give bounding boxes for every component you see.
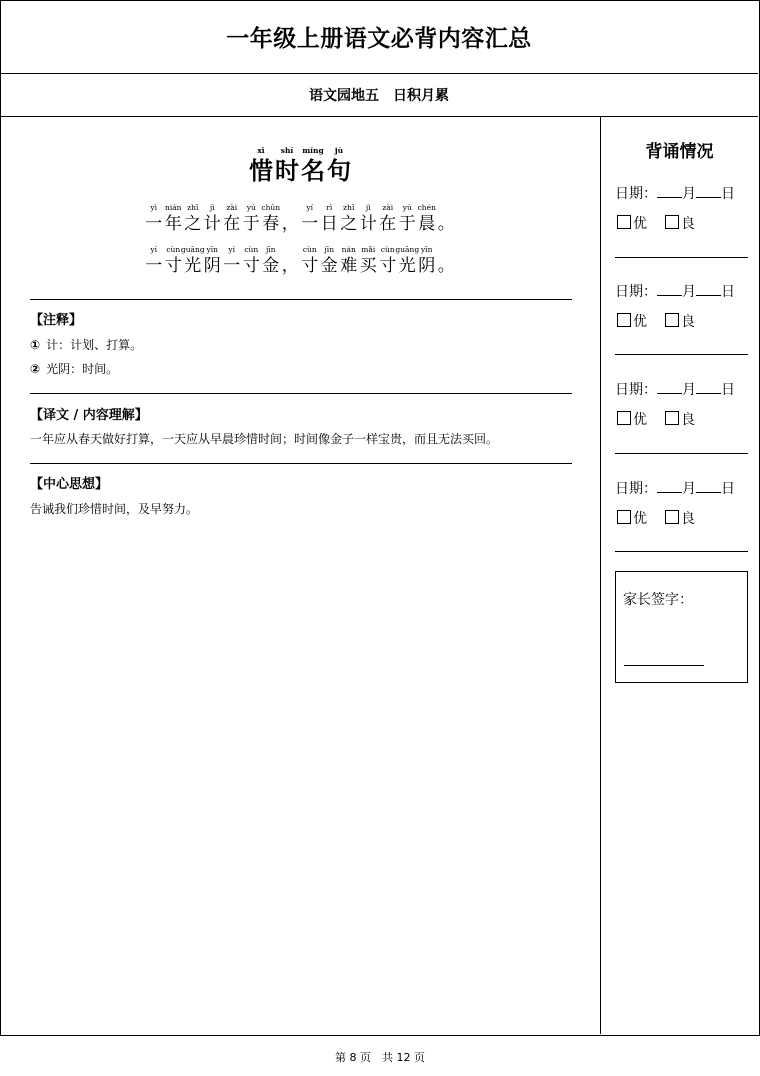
pinyin-char [281, 202, 301, 235]
divider [30, 463, 572, 464]
hanzi: 时 [275, 156, 299, 185]
month-label: 月 [682, 382, 696, 398]
page-title: 一年级上册语文必背内容汇总 [226, 26, 532, 52]
pinyin: míng [302, 146, 324, 155]
pinyin: yí [306, 203, 314, 212]
title-row [0, 0, 758, 74]
note-item-1 [30, 336, 142, 353]
pinyin: zài [226, 203, 238, 212]
pinyin: zhī [343, 203, 355, 212]
pinyin-char [274, 145, 300, 186]
pinyin: yì [150, 203, 158, 212]
pinyin: rì [326, 203, 333, 212]
date-label: 日期： [615, 481, 657, 497]
pinyin: yú [402, 203, 412, 212]
pinyin: guāng [180, 245, 205, 254]
grade-options [617, 409, 695, 429]
hanzi: 。 [437, 214, 455, 234]
pinyin-char [378, 202, 398, 235]
page-footer: 第 8 页 共 12 页 [335, 1051, 425, 1064]
divider [615, 453, 748, 454]
pinyin: yí [228, 245, 236, 254]
hanzi: 一 [145, 214, 163, 234]
hanzi: 在 [379, 214, 397, 234]
grade-options [617, 311, 695, 331]
pinyin-char [261, 202, 281, 235]
month-label: 月 [682, 284, 696, 300]
pinyin-char [437, 244, 457, 277]
sign-label: 家长签字： [623, 592, 693, 608]
month-blank[interactable] [657, 379, 682, 394]
pinyin: mǎi [361, 245, 376, 254]
pinyin: yīn [421, 245, 433, 254]
hanzi: 寸 [379, 256, 397, 276]
pinyin-char [359, 244, 379, 277]
pinyin-char [222, 244, 242, 277]
pinyin: nán [341, 245, 356, 254]
hanzi: 阴 [418, 256, 436, 276]
ok-checkbox[interactable] [665, 215, 679, 229]
pinyin: jīn [265, 245, 276, 254]
poem-line-1 [0, 202, 600, 235]
divider [615, 551, 748, 552]
theme-heading: 【中心思想】 [30, 477, 109, 492]
good-checkbox[interactable] [617, 215, 631, 229]
hanzi: 春 [262, 214, 280, 234]
hanzi: 在 [223, 214, 241, 234]
pinyin-char [261, 244, 281, 277]
hanzi: ， [281, 214, 299, 234]
signature-line[interactable] [624, 665, 704, 666]
month-blank[interactable] [657, 183, 682, 198]
hanzi: 晨 [418, 214, 436, 234]
ok-checkbox[interactable] [665, 510, 679, 524]
hanzi: 买 [359, 256, 377, 276]
hanzi: 名 [301, 156, 325, 185]
good-checkbox[interactable] [617, 411, 631, 425]
main-content [0, 117, 601, 1034]
grade-options [617, 508, 695, 528]
note-item-2 [30, 360, 118, 377]
notes-heading: 【注释】 [30, 313, 83, 328]
pinyin-char [300, 145, 326, 186]
pinyin-char [398, 202, 418, 235]
hanzi: 惜 [249, 156, 273, 185]
pinyin-char [281, 244, 301, 277]
month-label: 月 [682, 186, 696, 202]
hanzi: 金 [262, 256, 280, 276]
hanzi: 于 [242, 214, 260, 234]
pinyin-char [417, 202, 437, 235]
pinyin: zhī [187, 203, 199, 212]
hanzi: 金 [320, 256, 338, 276]
date-field[interactable] [615, 478, 735, 498]
parent-signature-box[interactable] [615, 571, 748, 683]
pinyin: cùn [380, 245, 395, 254]
month-blank[interactable] [657, 281, 682, 296]
recitation-sidebar [601, 117, 758, 1034]
pinyin: chūn [261, 203, 281, 212]
poem-line-2 [0, 244, 600, 277]
divider [615, 354, 748, 355]
pinyin-char [222, 202, 242, 235]
pinyin: chén [417, 203, 436, 212]
day-label: 日 [721, 186, 735, 202]
pinyin: yí [150, 245, 158, 254]
theme-text: 告诫我们珍惜时间，及早努力。 [30, 502, 199, 516]
pinyin-char [242, 202, 262, 235]
pinyin: shí [280, 146, 294, 155]
hanzi: 于 [398, 214, 416, 234]
date-label: 日期： [615, 382, 657, 398]
pinyin: guāng [395, 245, 420, 254]
pinyin-char [339, 202, 359, 235]
pinyin-char [248, 145, 274, 186]
hanzi: 计 [359, 214, 377, 234]
day-blank[interactable] [696, 183, 721, 198]
day-label: 日 [721, 284, 735, 300]
pinyin-char [180, 244, 205, 277]
hanzi: 之 [340, 214, 358, 234]
hanzi: 寸 [164, 256, 182, 276]
ok-label: 良 [681, 314, 695, 330]
pinyin: jì [365, 203, 371, 212]
pinyin: yīn [206, 245, 218, 254]
translation-heading: 【译文 / 内容理解】 [30, 408, 148, 423]
note-number: ① [30, 338, 41, 352]
ok-checkbox[interactable] [665, 411, 679, 425]
pinyin-char [144, 202, 164, 235]
pinyin-char [144, 244, 164, 277]
hanzi: 一 [145, 256, 163, 276]
pinyin-char [339, 244, 359, 277]
note-text: 光阴：时间。 [46, 362, 119, 376]
pinyin: jīn [324, 245, 335, 254]
good-label: 优 [633, 511, 647, 527]
pinyin-char [300, 202, 320, 235]
hanzi: 一 [223, 256, 241, 276]
hanzi: 日 [320, 214, 338, 234]
pinyin: jù [334, 146, 344, 155]
pinyin: cùn [244, 245, 259, 254]
note-number: ② [30, 362, 41, 376]
good-checkbox[interactable] [617, 313, 631, 327]
day-label: 日 [721, 382, 735, 398]
pinyin: zài [382, 203, 394, 212]
hanzi: 句 [327, 156, 351, 185]
date-label: 日期： [615, 284, 657, 300]
good-checkbox[interactable] [617, 510, 631, 524]
ok-checkbox[interactable] [665, 313, 679, 327]
pinyin-char [242, 244, 262, 277]
month-label: 月 [682, 481, 696, 497]
date-label: 日期： [615, 186, 657, 202]
divider [30, 393, 572, 394]
pinyin-char [437, 202, 457, 235]
day-blank[interactable] [696, 379, 721, 394]
hanzi: 光 [184, 256, 202, 276]
pinyin-char [320, 244, 340, 277]
pinyin: cùn [302, 245, 317, 254]
hanzi: 。 [437, 256, 455, 276]
hanzi: 阴 [203, 256, 221, 276]
hanzi: 年 [164, 214, 182, 234]
pinyin-char [164, 202, 184, 235]
pinyin-char [300, 244, 320, 277]
hanzi: 光 [398, 256, 416, 276]
sidebar-title: 背诵情况 [645, 142, 714, 162]
divider [30, 299, 572, 300]
good-label: 优 [633, 412, 647, 428]
hanzi: ， [281, 256, 299, 276]
hanzi: 寸 [301, 256, 319, 276]
good-label: 优 [633, 216, 647, 232]
hanzi: 之 [184, 214, 202, 234]
section-subtitle: 语文园地五 日积月累 [309, 88, 449, 104]
pinyin-char [203, 202, 223, 235]
month-blank[interactable] [657, 478, 682, 493]
pinyin: nián [164, 203, 182, 212]
pinyin-char [203, 244, 223, 277]
subtitle-row [0, 74, 758, 117]
grade-options [617, 213, 695, 233]
poem-title [0, 145, 600, 186]
translation-text: 一年应从春天做好打算，一天应从早晨珍惜时间；时间像金子一样宝贵，而且无法买回。 [30, 432, 499, 446]
note-text: 计：计划、打算。 [46, 338, 143, 352]
ok-label: 良 [681, 216, 695, 232]
divider [615, 257, 748, 258]
hanzi: 一 [301, 214, 319, 234]
day-blank[interactable] [696, 478, 721, 493]
pinyin: jì [209, 203, 215, 212]
day-label: 日 [721, 481, 735, 497]
pinyin-char [417, 244, 437, 277]
pinyin-char [183, 202, 203, 235]
pinyin-char [320, 202, 340, 235]
pinyin-char [359, 202, 379, 235]
pinyin: cùn [166, 245, 181, 254]
pinyin-char [395, 244, 420, 277]
hanzi: 难 [340, 256, 358, 276]
hanzi: 寸 [242, 256, 260, 276]
good-label: 优 [633, 314, 647, 330]
day-blank[interactable] [696, 281, 721, 296]
pinyin: xī [257, 146, 265, 155]
ok-label: 良 [681, 412, 695, 428]
pinyin: yú [246, 203, 256, 212]
date-field[interactable] [615, 379, 735, 399]
ok-label: 良 [681, 511, 695, 527]
date-field[interactable] [615, 281, 735, 301]
date-field[interactable] [615, 183, 735, 203]
hanzi: 计 [203, 214, 221, 234]
pinyin-char [326, 145, 352, 186]
